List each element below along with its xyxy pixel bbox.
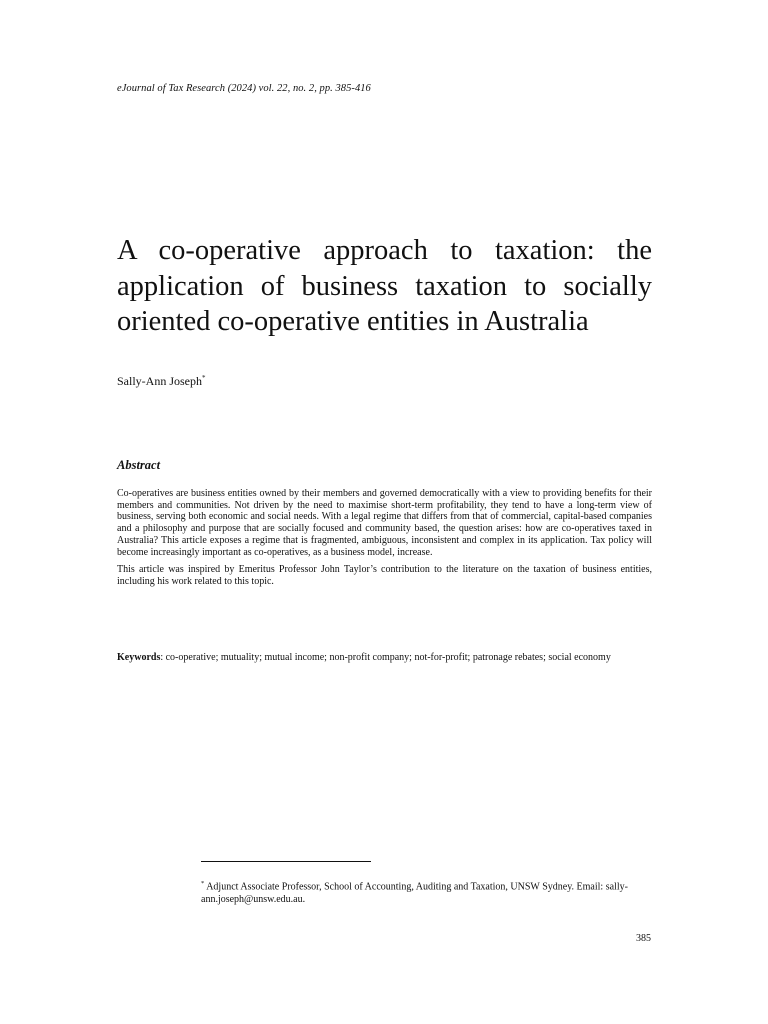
article-title: A co-operative approach to taxation: the application of business taxation to socially oriented co-operative entities in Australia <box>117 235 652 337</box>
footnote-text: Adjunct Associate Professor, School of Accounting, Auditing and Taxation, UNSW Sydney. Email: sally-ann.joseph@unsw.edu.au. <box>201 881 628 905</box>
footnote-rule <box>201 861 371 862</box>
keywords-line <box>117 652 677 664</box>
footnote-marker: * <box>201 880 205 887</box>
abstract-paragraph: Co-operatives are business entities owned by their members and governed democratically with a view to providing benefits for their members and communities. Not driven by the need to maximise short-term profitability, they tend to have a long-term view of business, serving both economic and social needs. With a legal regime that differs from that of commercial, capital-based companies and a philosophy and purpose that are socially focused and community based, the question arises: how are co-operatives taxed in Australia? This article exposes a regime that is fragmented, ambiguous, inconsistent and complex in its application. Tax policy will become increasingly important as co-operatives, as a business model, increase. <box>117 488 652 558</box>
keywords-list: : co-operative; mutuality; mutual income; non-profit company; not-for-profit; patronage rebates; social economy <box>160 652 611 663</box>
footnote <box>201 878 653 906</box>
author-name: Sally-Ann Joseph <box>117 374 202 388</box>
journal-reference: eJournal of Tax Research (2024) vol. 22, no. 2, pp. 385-416 <box>117 83 371 94</box>
author-footnote-marker: * <box>202 374 206 382</box>
author-line <box>117 374 206 389</box>
abstract-body <box>117 488 652 594</box>
keywords-label: Keywords <box>117 652 161 663</box>
abstract-paragraph: This article was inspired by Emeritus Professor John Taylor’s contribution to the literature on the taxation of business entities, including his work related to this topic. <box>117 564 652 587</box>
abstract-heading: Abstract <box>117 458 161 472</box>
page-number: 385 <box>636 933 651 944</box>
